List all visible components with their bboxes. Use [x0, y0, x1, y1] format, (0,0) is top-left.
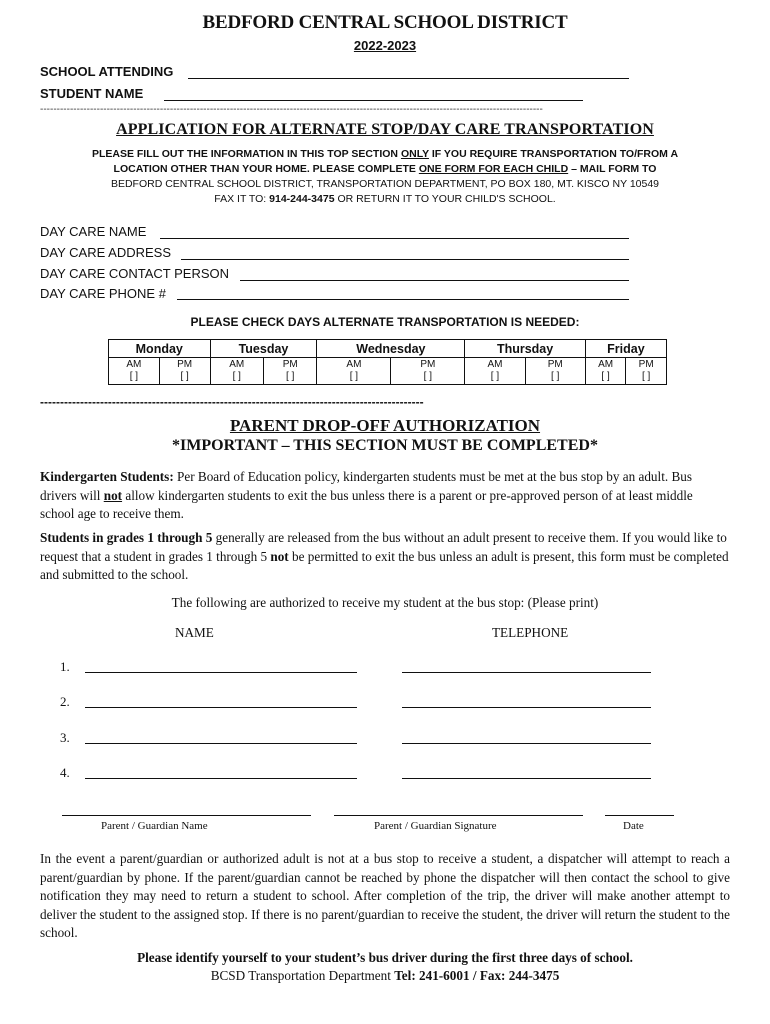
parent-heading: PARENT DROP-OFF AUTHORIZATION — [229, 416, 541, 435]
authorized-name-3[interactable] — [85, 743, 357, 744]
pm-label: PM — [547, 359, 563, 370]
pm-label: PM — [638, 359, 654, 370]
checkbox-mark: [ ] — [551, 371, 560, 382]
kindergarten-bold: Kindergarten Students: — [40, 469, 174, 484]
section-divider: ------------------------------------------------------------------------------------------------------------------------------------------------------- — [40, 104, 543, 115]
row-number: 3. — [60, 730, 70, 745]
daycare-name-line[interactable] — [160, 238, 629, 239]
day-thursday: Thursday — [465, 340, 586, 358]
am-label: AM — [598, 359, 614, 370]
daycare-name-label: DAY CARE NAME — [40, 224, 147, 239]
paragraph-text: generally are released from the bus without an adult present to receive them. If you would like to request that a student in grades 1 through 5 — [40, 530, 727, 564]
instruction-only: ONLY — [400, 148, 429, 160]
day-tuesday: Tuesday — [210, 340, 317, 358]
authorized-name-2[interactable] — [85, 707, 357, 708]
pm-label: PM — [420, 359, 436, 370]
days-heading: PLEASE CHECK DAYS ALTERNATE TRANSPORTATION IS NEEDED: — [190, 315, 580, 329]
footer-phone-fax: Tel: 241-6001 / Fax: 244-3475 — [394, 968, 560, 983]
checkbox-mark: [ ] — [423, 371, 433, 382]
identify-notice: Please identify yourself to your student’s bus driver during the first three days of school. — [137, 950, 633, 965]
instruction-text: PLEASE FILL OUT THE INFORMATION IN THIS TOP SECTION — [91, 148, 401, 160]
instruction-text: OR RETURN IT TO YOUR CHILD'S SCHOOL. — [334, 193, 556, 205]
day-wednesday: Wednesday — [317, 340, 465, 358]
mailing-address: BEDFORD CENTRAL SCHOOL DISTRICT, TRANSPORTATION DEPARTMENT, PO BOX 180, MT. KISCO NY 10549 — [110, 178, 660, 190]
date-caption: Date — [623, 820, 644, 832]
authorized-phone-1[interactable] — [402, 672, 651, 673]
authorized-phone-2[interactable] — [402, 707, 651, 708]
pm-label: PM — [282, 359, 298, 370]
authorized-phone-4[interactable] — [402, 778, 651, 779]
daycare-address-line[interactable] — [181, 259, 629, 260]
daycare-contact-line[interactable] — [240, 280, 629, 281]
emphasis-not: not — [103, 487, 123, 503]
day-friday: Friday — [585, 340, 666, 358]
school-attending-line[interactable] — [188, 78, 629, 79]
daycare-phone-label: DAY CARE PHONE # — [40, 286, 166, 301]
day-monday: Monday — [109, 340, 211, 358]
row-number: 1. — [60, 659, 70, 674]
telephone-column-header: TELEPHONE — [492, 625, 569, 640]
checkbox-mark: [ ] — [232, 371, 241, 382]
guardian-name-caption: Parent / Guardian Name — [101, 820, 208, 832]
grades-paragraph — [40, 529, 730, 585]
event-paragraph: In the event a parent/guardian or authorized adult is not at a bus stop to receive a student, a dispatcher will attempt to reach a parent/guardian by phone. If the parent/guardian cannot be reached by phone the dispatcher will then contact the school to give notification they may need to return a student to school. After completion of the trip, the driver will make another attempt to deliver the student to the assigned stop. If there is no parent/guardian to receive the student, the driver will return the student to the school. — [40, 851, 730, 940]
student-name-line[interactable] — [164, 100, 583, 101]
district-title: BEDFORD CENTRAL SCHOOL DISTRICT — [202, 12, 568, 33]
tuesday-pm-checkbox[interactable] — [263, 358, 316, 385]
grades-bold: Students in grades 1 through 5 — [40, 530, 213, 545]
student-name-label: STUDENT NAME — [40, 86, 144, 101]
name-column-header: NAME — [175, 625, 214, 640]
thursday-am-checkbox[interactable] — [465, 358, 525, 385]
friday-am-checkbox[interactable] — [585, 358, 626, 385]
days-header-row — [109, 340, 667, 358]
checkbox-mark: [ ] — [642, 371, 651, 382]
fax-number: 914-244-3475 — [269, 193, 335, 205]
am-label: AM — [126, 359, 142, 370]
authorized-name-1[interactable] — [85, 672, 357, 673]
row-number: 4. — [60, 765, 70, 780]
checkbox-mark: [ ] — [349, 371, 359, 382]
monday-pm-checkbox[interactable] — [159, 358, 210, 385]
footer-department: BCSD Transportation Department — [210, 968, 395, 983]
kindergarten-paragraph — [40, 468, 730, 524]
am-label: AM — [346, 359, 362, 370]
thursday-pm-checkbox[interactable] — [525, 358, 585, 385]
school-year: 2022-2023 — [353, 38, 417, 53]
checkbox-mark: [ ] — [129, 371, 139, 382]
instruction-line-2 — [40, 163, 730, 175]
instruction-text: LOCATION OTHER THAN YOUR HOME. PLEASE COMPLETE — [113, 163, 419, 175]
tuesday-am-checkbox[interactable] — [210, 358, 263, 385]
row-number: 2. — [60, 694, 70, 709]
daycare-phone-line[interactable] — [177, 299, 629, 300]
monday-am-checkbox[interactable] — [109, 358, 160, 385]
instruction-text: FAX IT TO: — [214, 193, 270, 205]
important-notice: *IMPORTANT – THIS SECTION MUST BE COMPLETED* — [172, 437, 598, 454]
pm-label: PM — [177, 359, 193, 370]
paragraph-text: be permitted to exit the bus unless an adult is present, this form must be completed and submitted to the school. — [40, 548, 729, 582]
school-attending-label: SCHOOL ATTENDING — [40, 64, 174, 79]
instruction-line-1 — [40, 148, 730, 160]
guardian-signature-caption: Parent / Guardian Signature — [374, 820, 497, 832]
emphasis-not: not — [270, 548, 289, 564]
checkbox-mark: [ ] — [601, 371, 610, 382]
am-label: AM — [229, 359, 245, 370]
checkbox-mark: [ ] — [286, 371, 295, 382]
authorized-text: The following are authorized to receive my student at the bus stop: (Please print) — [171, 595, 599, 610]
authorized-name-4[interactable] — [85, 778, 357, 779]
authorized-phone-3[interactable] — [402, 743, 651, 744]
instruction-one-form: ONE FORM FOR EACH CHILD — [418, 163, 569, 175]
friday-pm-checkbox[interactable] — [626, 358, 667, 385]
section-divider-bold: ------------------------------------------------------------------------------------------------ — [40, 395, 424, 409]
footer-contact — [0, 968, 770, 984]
guardian-name-line[interactable] — [62, 815, 311, 816]
wednesday-pm-checkbox[interactable] — [391, 358, 465, 385]
daycare-contact-label: DAY CARE CONTACT PERSON — [40, 266, 230, 281]
paragraph-text: allow kindergarten students to exit the bus unless there is a parent or pre-approved person of at least middle school age to receive them. — [40, 487, 693, 521]
date-line[interactable] — [605, 815, 674, 816]
application-heading: APPLICATION FOR ALTERNATE STOP/DAY CARE TRANSPORTATION — [116, 121, 654, 138]
instruction-text: – MAIL FORM TO — [568, 163, 657, 175]
am-label: AM — [487, 359, 503, 370]
days-slot-row — [109, 358, 667, 385]
checkbox-mark: [ ] — [180, 371, 189, 382]
fax-instruction — [40, 193, 730, 205]
daycare-address-label: DAY CARE ADDRESS — [40, 245, 172, 260]
instruction-text: IF YOU REQUIRE TRANSPORTATION TO/FROM A — [428, 148, 679, 160]
checkbox-mark: [ ] — [490, 371, 500, 382]
guardian-signature-line[interactable] — [334, 815, 583, 816]
wednesday-am-checkbox[interactable] — [317, 358, 391, 385]
paragraph-text: Per Board of Education policy, kindergarten students must be met at the bus stop by an adult. Bus drivers will — [40, 469, 692, 503]
days-table — [108, 339, 667, 385]
